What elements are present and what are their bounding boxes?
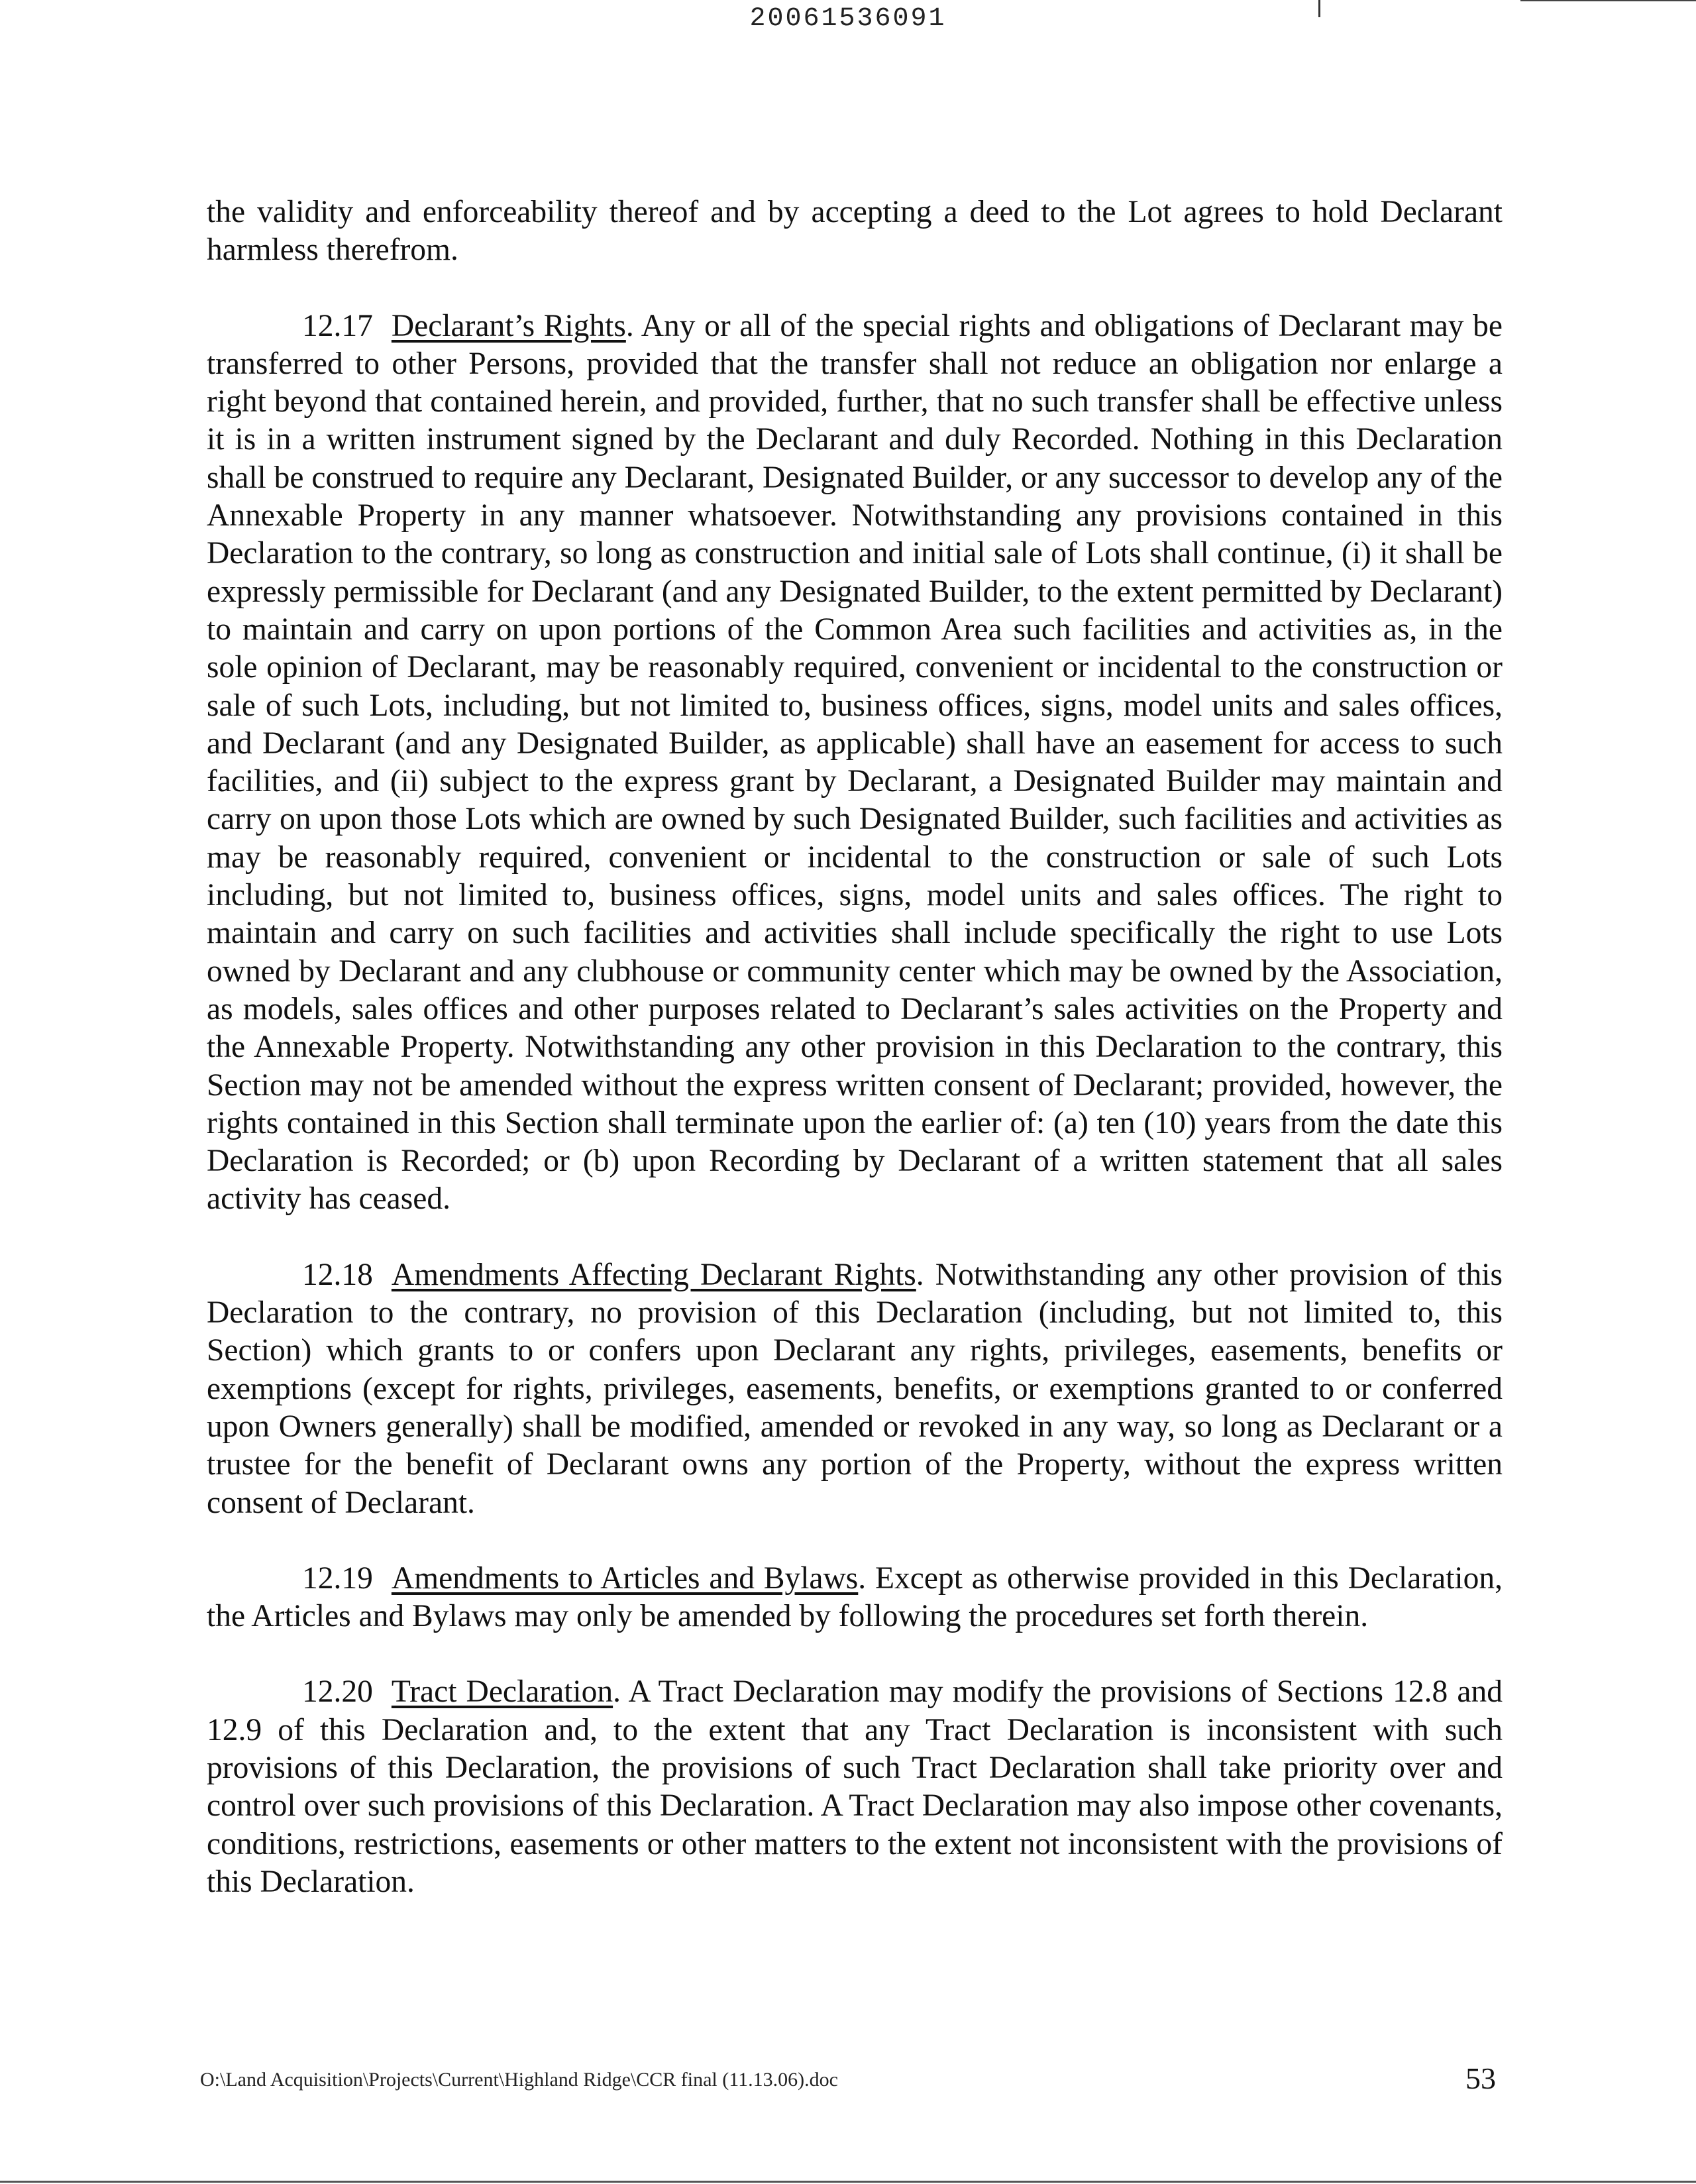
section-text: . Except as otherwise provided in this Declaration, the Articles and Bylaws may only be amended by following the procedures set forth therein. bbox=[207, 1560, 1503, 1634]
scan-edge-bottom bbox=[0, 2181, 1696, 2183]
section-12-20 bbox=[207, 1673, 1503, 1901]
section-title: Tract Declaration bbox=[391, 1674, 613, 1710]
section-number: 12.18 bbox=[302, 1257, 373, 1292]
section-number: 12.17 bbox=[302, 308, 373, 343]
section-title: Amendments to Articles and Bylaws bbox=[391, 1560, 859, 1596]
section-number: 12.20 bbox=[302, 1674, 373, 1710]
recording-number: 20061536091 bbox=[749, 4, 947, 34]
scan-mark bbox=[1318, 0, 1320, 17]
footer-file-path: O:\Land Acquisition\Projects\Current\Highland Ridge\CCR final (11.13.06).doc bbox=[200, 2069, 838, 2091]
document-body bbox=[207, 193, 1503, 1939]
section-title: Declarant’s Rights bbox=[391, 308, 626, 343]
section-12-17 bbox=[207, 307, 1503, 1219]
scan-edge-top bbox=[1520, 0, 1696, 1]
section-number: 12.19 bbox=[302, 1560, 373, 1596]
section-12-19 bbox=[207, 1560, 1503, 1636]
intro-paragraph: the validity and enforceability thereof and by accepting a deed to the Lot agrees to hold Declarant harmless therefrom. bbox=[207, 195, 1503, 268]
section-12-18 bbox=[207, 1256, 1503, 1522]
section-text: . A Tract Declaration may modify the provisions of Sections 12.8 and 12.9 of this Declaration and, to the extent that any Tract Declaration is inconsistent with such provisions of this Declaration, the provisions of such Tract Declaration shall take priority over and control over such provisions of this Declaration. A Tract Declaration may also impose other covenants, conditions, restrictions, easements or other matters to the extent not inconsistent with the provisions of this Declaration. bbox=[207, 1674, 1503, 1899]
section-text: . Any or all of the special rights and obligations of Declarant may be transferred to other Persons, provided that the transfer shall not reduce an obligation nor enlarge a right beyond that contained herein, and provided, further, that no such transfer shall be effective unless it is in a written instrument signed by the Declarant and duly Recorded. Nothing in this Declaration shall be construed to require any Declarant, Designated Builder, or any successor to develop any of the Annexable Property in any manner whatsoever. Notwithstanding any provisions contained in this Declaration to the contrary, so long as construction and initial sale of Lots shall continue, (i) it shall be expressly permissible for Declarant (and any Designated Builder, to the extent permitted by Declarant) to maintain and carry on upon portions of the Common Area such facilities and activities as, in the sole opinion of Declarant, may be reasonably required, convenient or incidental to the construction or sale of such Lots, including, but not limited to, business offices, signs, model units and sales offices, and Declarant (and any Designated Builder, as applicable) shall have an easement for access to such facilities, and (ii) subject to the express grant by Declarant, a Designated Builder may maintain and carry on upon those Lots which are owned by such Designated Builder, such facilities and activities as may be reasonably required, convenient or incidental to the construction or sale of such Lots including, but not limited to, business offices, signs, model units and sales offices. The right to maintain and carry on such facilities and activities shall include specifically the right to use Lots owned by Declarant and any clubhouse or community center which may be owned by the Association, as models, sales offices and other purposes related to Declarant’s sales activities on the Property and the Annexable Property. Notwithstanding any other provision in this Declaration to the contrary, this Section may not be amended without the express written consent of Declarant; provided, however, the rights contained in this Section shall terminate upon the earlier of: (a) ten (10) years from the date this Declaration is Recorded; or (b) upon Recording by Declarant of a written statement that all sales activity has ceased. bbox=[207, 308, 1503, 1217]
page-number: 53 bbox=[1465, 2061, 1496, 2095]
section-text: . Notwithstanding any other provision of this Declaration to the contrary, no provision of this Declaration (including, but not limited to, this Section) which grants to or confers upon Declarant any rights, privileges, easements, benefits or exemptions (except for rights, privileges, easements, benefits, or exemptions granted to or conferred upon Owners generally) shall be modified, amended or revoked in any way, so long as Declarant or a trustee for the benefit of Declarant owns any portion of the Property, without the express written consent of Declarant. bbox=[207, 1257, 1503, 1520]
section-title: Amendments Affecting Declarant Rights bbox=[391, 1257, 916, 1292]
